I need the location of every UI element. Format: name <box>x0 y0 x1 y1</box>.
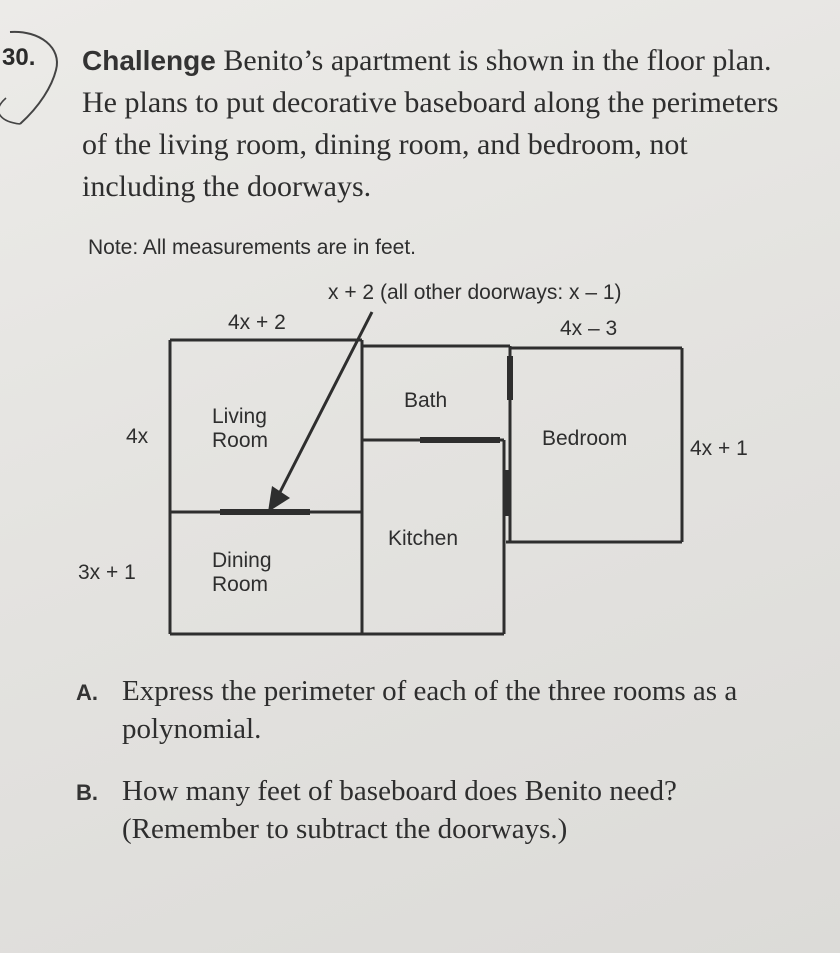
top-left-dimension: 4x + 2 <box>228 311 286 334</box>
right-dimension: 4x + 1 <box>690 437 748 460</box>
question-a-text: Express the perimeter of each of the three rooms as a polynomial. <box>122 675 738 745</box>
arrow-head-icon <box>268 486 290 512</box>
top-right-dimension: 4x – 3 <box>560 317 618 340</box>
problem-body: Benito’s apartment is shown in the floor plan. He plans to put decorative baseboard along the perimeters of the living room, dining room, and bedroom, not including the doorways. <box>82 44 779 203</box>
question-a <box>76 672 796 748</box>
living-room-label-line1: Living <box>212 405 267 428</box>
question-a-letter: A. <box>76 680 98 705</box>
problem-number: 30. <box>2 44 36 71</box>
dining-room-label-line1: Dining <box>212 549 272 572</box>
question-b <box>76 772 796 848</box>
bedroom-label: Bedroom <box>542 427 628 450</box>
challenge-heading: Challenge <box>82 45 216 76</box>
living-room-label-line2: Room <box>212 429 269 452</box>
bath-label: Bath <box>404 389 448 412</box>
left-lower-dimension: 3x + 1 <box>78 561 136 584</box>
doorway-label: x + 2 (all other doorways: x – 1) <box>328 281 622 304</box>
left-upper-dimension: 4x <box>126 425 149 448</box>
kitchen-label: Kitchen <box>388 527 459 550</box>
dining-room-label-line2: Room <box>212 573 269 596</box>
question-b-letter: B. <box>76 780 98 805</box>
measurement-note: Note: All measurements are in feet. <box>88 236 416 259</box>
question-b-text: How many feet of baseboard does Benito need? (Remember to subtract the doorways.) <box>122 775 677 845</box>
